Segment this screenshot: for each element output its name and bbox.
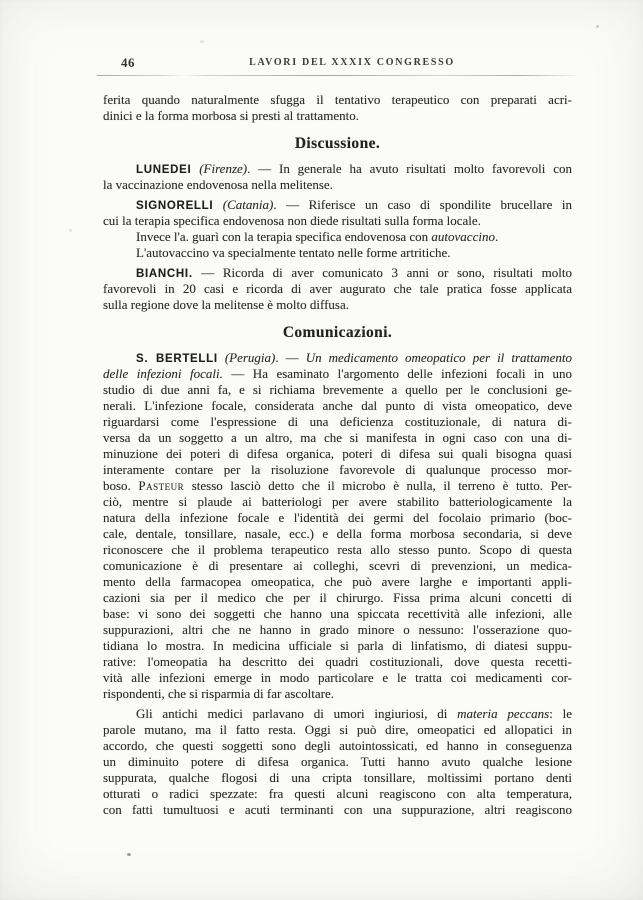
header-rule [97,75,575,76]
paragraph [103,245,572,261]
page-header [0,54,643,74]
scan-speck [127,853,131,856]
paragraph [103,706,572,818]
scan-speck [69,229,72,232]
text-line: interamente contare per la risoluzione favorevole di qualunque processo mor- [103,462,572,477]
text-line: vità alle infezioni emerge in modo particolare e le tratta coi medicamenti cor- [103,670,572,685]
text-line: dinici e la forma morbosa si presti al trattamento. [103,108,359,123]
text-line: la vaccinazione endovenosa nella melitense. [103,177,333,192]
text-line: L'autovaccino va specialmente tentato nelle forme artritiche. [136,245,451,260]
text-line: base: vi sono dei soggetti che hanno una spiccata recettività alle infezioni, alle [103,606,572,621]
speaker-name: LUNEDEI [136,164,192,176]
text-line: natura della infezione focale e l'identità dei germi del focolaio primario (boc- [103,510,572,525]
text-line: accordo, che questi soggetti sono degli autointossicati, ed hanno in conseguenza [103,738,572,753]
speaker-name: S. BERTELLI [136,353,218,365]
text-line: parole mutano, ma il fatto resta. Oggi si può dire, omeopatici ed allopatici in [103,722,572,737]
text-line: Gli antichi medici parlavano di umori ingiuriosi, di materia peccans: le [136,706,572,721]
text-line: ferita quando naturalmente sfugga il tentativo terapeutico con preparati acri- [103,92,572,107]
text-line: ciò, mentre si plaude ai batteriologi per avere stabilito batteriologicamente la [103,494,572,509]
text-line: cui la terapia specifica endovenosa non diede risultati sulla forma locale. [103,213,481,228]
text-line: cale, dentale, tonsillare, nasale, ecc.) e della forma morbosa secondaria, si deve [103,526,572,541]
text-line: S. BERTELLI (Perugia). — Un medicamento omeopatico per il trattamento [136,350,572,365]
text-line: favorevoli in 20 casi e ricorda di aver augurato che tale pratica fosse applicata [103,281,572,296]
text-line: con fatti tumultuosi e acuti terminanti con una suppurazione, altri reagiscono [103,802,572,817]
italic-text: autovaccino [431,229,495,244]
text-line: suppurazioni, altri che ne hanno in grado minore o nessuno: l'osserazione quo- [103,622,572,637]
italic-text: materia peccans [457,706,550,721]
text-line: un diminuito potere di difesa organica. Tutti hanno avuto qualche lesione [103,754,572,769]
text-line: nerali. L'infezione focale, considerata anche dal punto di vista omeopatico, deve [103,398,572,413]
text-line: BIANCHI. — Ricorda di aver comunicato 3 anni or sono, risultati molto [136,265,572,280]
speaker-name: SIGNORELLI [136,200,214,212]
text-line: sulla regione dove la melitense è molto diffusa. [103,297,349,312]
text-line: tidiana lo mostra. In medicina ufficiale si parla di linfatismo, di diatesi suppu- [103,638,572,653]
section-heading: Discussione. [294,135,381,152]
text-line: otturati o radici spezzate: fra questi alcuni reagiscono con alta temperatura, [103,786,572,801]
paragraph [103,161,572,193]
text-line: LUNEDEI (Firenze). — In generale ha avuto risultati molto favorevoli con [136,161,572,176]
text-line: cazioni sia per il medico che per il chirurgo. Fissa prima alcuni concetti di [103,590,572,605]
text-line: rative: l'omeopatia ha descritto dei quadri costituzionali, dove questa recetti- [103,654,572,669]
paragraph [103,92,572,124]
scan-speck [200,40,204,43]
small-caps-name: Pasteur [138,478,185,493]
text-line: suppurata, qualche flogosi di una cripta tonsillare, moltissimi portano denti [103,770,572,785]
text-line: mento della farmacopea omeopatica, che può avere larghe e importanti appli- [103,574,572,589]
section-heading: Comunicazioni. [282,324,393,341]
paragraph [103,229,572,245]
italic-text: (Perugia) [224,350,276,365]
paragraph [103,197,572,229]
text-line: delle infezioni focali. — Ha esaminato l'argomento delle infezioni focali in uno [103,366,572,381]
text-line: boso. Pasteur stesso lasciò detto che il microbo è nulla, il terreno è tutto. Per- [103,478,572,493]
text-line: riguardarsi come l'espressione di una deficienza costituzionale, di natura di- [103,414,572,429]
running-header-title: LAVORI DEL XXXIX CONGRESSO [249,57,455,68]
paragraph [103,350,572,702]
italic-text: delle infezioni focali. [103,366,223,381]
scan-speck [596,25,599,28]
text-line: minuzione dei poteri di difesa organica, poteri di difesa sui quali bisogna quasi [103,446,572,461]
speaker-name: BIANCHI. [136,268,193,280]
text-line: SIGNORELLI (Catania). — Riferisce un caso di spondilite brucellare in [136,197,572,212]
text-line: Invece l'a. guarì con la terapia specifica endovenosa con autovaccino. [136,229,499,244]
paragraph [103,265,572,313]
italic-text: (Catania) [222,197,274,212]
italic-text: Un medicamento omeopatico per il trattamento [305,350,572,365]
italic-text: (Firenze) [199,161,248,176]
text-line: riconoscere che il problema terapeutico resta allo stesso punto. Scopo di questa [103,542,572,557]
text-line: versa da un soggetto a un altro, ma che si manifesta in ogni caso con una di- [103,430,572,445]
text-line: comunicazione è di presentare ai colleghi, scevri di prevenzioni, un medica- [103,558,572,573]
page-number: 46 [121,55,135,70]
text-line: studio di due anni fa, e si richiama brevemente a quello per le conclusioni ge- [103,382,572,397]
text-line: rispondenti, che si risparmia di far ascoltare. [103,686,335,701]
page-body [103,92,572,818]
